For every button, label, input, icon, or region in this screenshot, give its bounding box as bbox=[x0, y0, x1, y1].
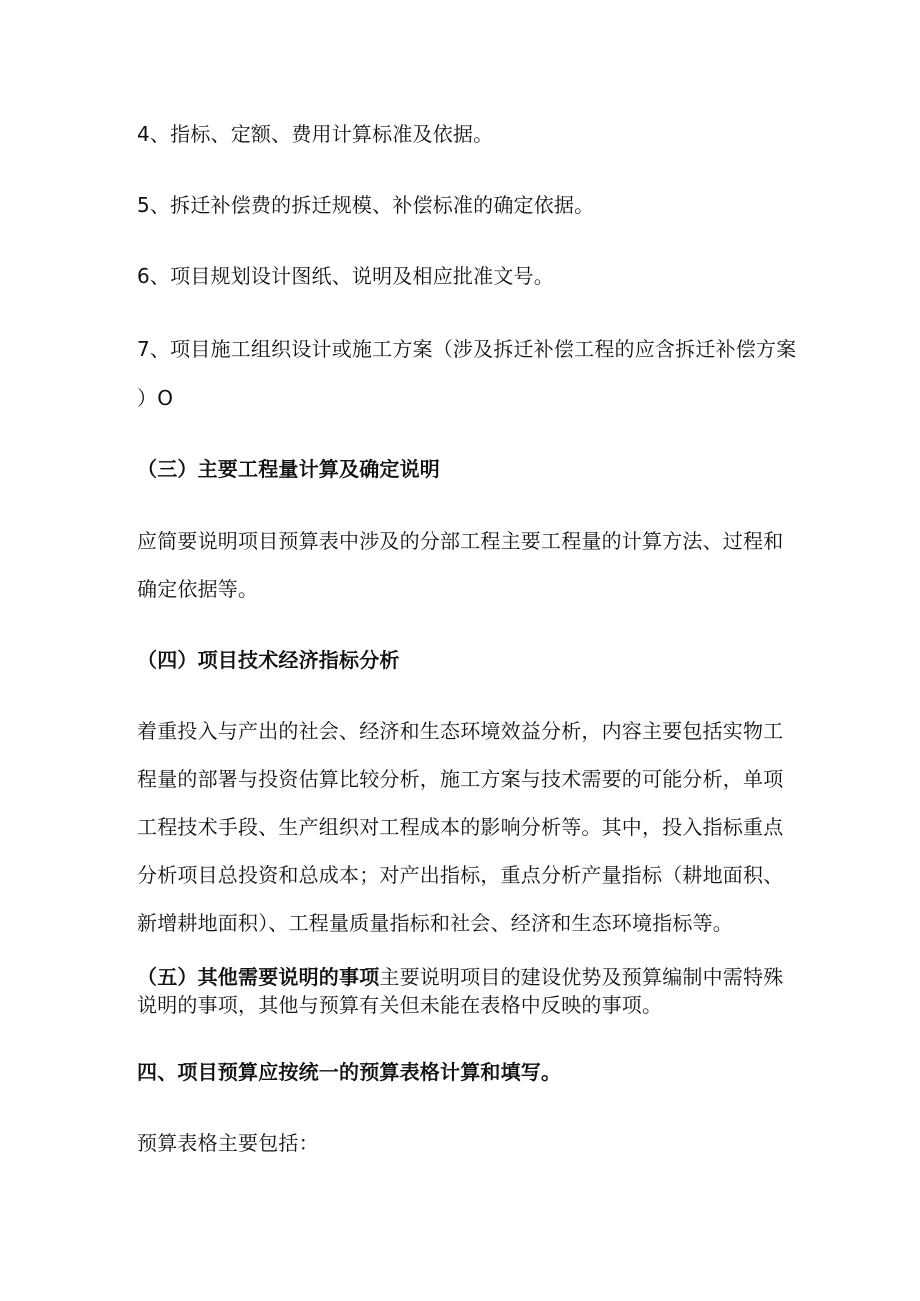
section-4-para-line: 分析项目总投资和总成本；对产出指标，重点分析产量指标（耕地面积、 bbox=[137, 863, 784, 887]
basis-item-4: 4、指标、定额、费用计算标准及依据。 bbox=[137, 122, 494, 146]
section-4-para-line: 工程技术手段、生产组织对工程成本的影响分析等。其中，投入指标重点 bbox=[137, 815, 784, 839]
section-3-para-line: 确定依据等。 bbox=[137, 577, 259, 601]
section-3-para-line: 应简要说明项目预算表中涉及的分部工程主要工程量的计算方法、过程和 bbox=[137, 529, 784, 553]
basis-item-5: 5、拆迁补偿费的拆迁规模、补偿标准的确定依据。 bbox=[137, 193, 595, 217]
section-4-para-line: 程量的部署与投资估算比较分析，施工方案与技术需要的可能分析，单项 bbox=[137, 767, 784, 791]
section-5-heading: （五）其他需要说明的事项 bbox=[137, 965, 380, 989]
basis-item-6: 6、项目规划设计图纸、说明及相应批准文号。 bbox=[137, 264, 554, 288]
basis-item-7-line1: 7、项目施工组织设计或施工方案（涉及拆迁补偿工程的应含拆迁补偿方案 bbox=[137, 337, 797, 361]
section-5-text: 主要说明项目的建设优势及预算编制中需特殊 bbox=[379, 965, 784, 989]
section-4-para-line: 新增耕地面积）、工程量质量指标和社会、经济和生态环境指标等。 bbox=[137, 911, 733, 935]
part-4-intro: 预算表格主要包括： bbox=[137, 1131, 319, 1155]
section-5-line2: 说明的事项，其他与预算有关但未能在表格中反映的事项。 bbox=[137, 993, 663, 1017]
part-4-heading: 四、项目预算应按统一的预算表格计算和填写。 bbox=[137, 1060, 562, 1084]
section-4-para-line: 着重投入与产出的社会、经济和生态环境效益分析，内容主要包括实物工 bbox=[137, 719, 784, 743]
section-3-heading: （三）主要工程量计算及确定说明 bbox=[137, 457, 440, 481]
section-4-heading: （四）项目技术经济指标分析 bbox=[137, 648, 400, 672]
basis-item-7-line2: ）O bbox=[137, 386, 174, 410]
section-5-line1 bbox=[137, 964, 797, 990]
